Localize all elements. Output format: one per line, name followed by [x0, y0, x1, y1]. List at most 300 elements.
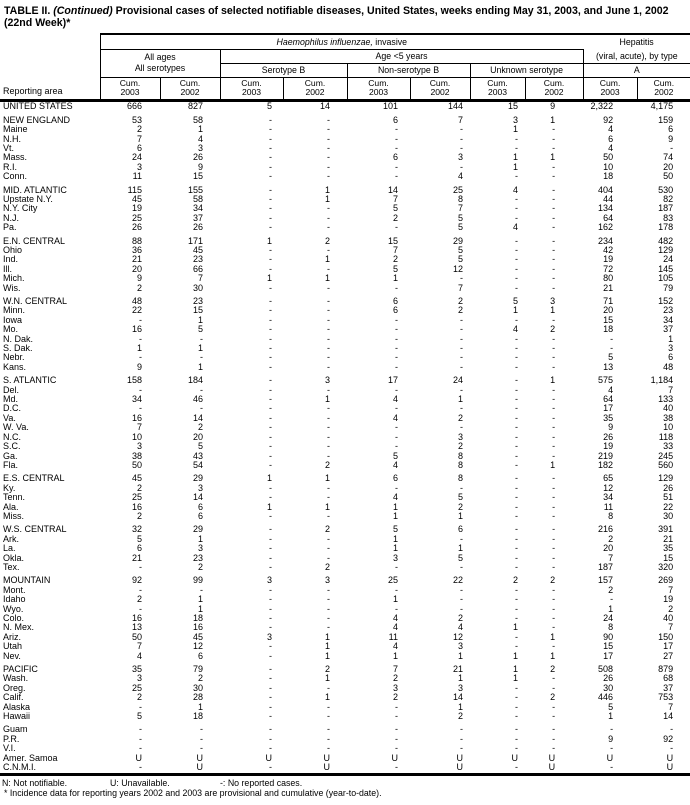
- serotype-b-header: Serotype B: [220, 63, 347, 77]
- data-cell: -: [552, 184, 556, 195]
- data-cell: -: [327, 701, 330, 712]
- data-cell: 45: [131, 473, 142, 484]
- data-cell: -: [515, 724, 518, 735]
- data-cell: 269: [658, 575, 674, 586]
- data-cell: 5: [457, 222, 463, 233]
- data-cell: 12: [452, 263, 463, 274]
- table-row: [0, 544, 690, 553]
- data-cell: 1: [197, 533, 203, 544]
- data-cell: 1: [324, 473, 330, 484]
- data-cell: 21: [603, 282, 614, 293]
- row-label: Pa.: [3, 222, 17, 233]
- data-cell: -: [515, 254, 518, 265]
- row-label: Maine: [3, 124, 28, 135]
- data-cell: 827: [187, 101, 203, 112]
- data-cell: 1: [266, 501, 272, 512]
- data-cell: 15: [192, 305, 203, 316]
- data-cell: -: [460, 124, 463, 135]
- row-label: D.C.: [3, 403, 21, 414]
- data-cell: 182: [598, 459, 614, 470]
- row-label: Tex.: [3, 561, 20, 572]
- data-cell: 5: [457, 492, 463, 503]
- data-cell: -: [139, 733, 142, 744]
- data-cell: -: [610, 743, 614, 754]
- data-cell: -: [515, 561, 518, 572]
- data-cell: 133: [658, 394, 674, 405]
- row-label: Mont.: [3, 584, 26, 595]
- row-label: R.I.: [3, 161, 18, 172]
- data-cell: 21: [131, 552, 142, 563]
- data-cell: 79: [663, 282, 674, 293]
- data-cell: -: [552, 613, 556, 623]
- table-row: [0, 284, 690, 293]
- data-cell: 3: [457, 152, 463, 163]
- data-cell: 12: [452, 631, 463, 642]
- cum-header-cell: Cum. 2003: [583, 77, 637, 101]
- data-cell: 9: [136, 273, 142, 284]
- data-cell: -: [269, 743, 272, 754]
- data-cell: -: [269, 733, 272, 744]
- data-cell: -: [269, 314, 272, 325]
- data-cell: 1: [324, 254, 330, 265]
- data-cell: 7: [457, 282, 463, 293]
- data-cell: 1: [324, 394, 330, 405]
- data-cell: 1: [136, 343, 142, 354]
- data-cell: -: [460, 314, 463, 325]
- data-cell: 4: [457, 622, 463, 633]
- data-cell: 26: [603, 431, 614, 442]
- data-cell: -: [139, 724, 142, 735]
- data-cell: -: [552, 524, 556, 535]
- table-row: [0, 712, 690, 721]
- data-cell: -: [395, 743, 398, 754]
- data-cell: 6: [392, 305, 398, 316]
- data-cell: -: [552, 314, 556, 325]
- data-cell: 17: [387, 375, 398, 386]
- data-cell: -: [327, 296, 330, 306]
- data-cell: -: [610, 762, 614, 773]
- data-cell: 7: [457, 203, 463, 214]
- data-cell: 90: [603, 631, 614, 642]
- data-cell: -: [552, 682, 556, 693]
- data-cell: 92: [663, 733, 674, 744]
- table-row: [0, 763, 690, 774]
- data-cell: -: [269, 431, 272, 442]
- data-cell: 105: [658, 273, 674, 284]
- data-cell: 6: [608, 133, 614, 144]
- data-cell: 80: [603, 273, 614, 284]
- data-cell: 6: [392, 114, 398, 125]
- data-cell: -: [460, 142, 463, 153]
- data-cell: -: [515, 552, 518, 563]
- data-cell: 1: [457, 701, 463, 712]
- data-cell: 5: [392, 524, 398, 535]
- data-cell: 7: [392, 664, 398, 675]
- data-cell: -: [269, 263, 272, 274]
- data-cell: 7: [136, 641, 142, 652]
- data-cell: -: [269, 422, 272, 433]
- data-cell: -: [515, 459, 518, 470]
- data-cell: -: [139, 743, 142, 754]
- table-row: [0, 595, 690, 604]
- data-cell: 71: [603, 296, 614, 306]
- cum-header-cell: Cum. 2002: [160, 77, 220, 101]
- data-cell: 482: [658, 235, 674, 246]
- data-cell: -: [327, 305, 330, 316]
- data-cell: 8: [457, 193, 463, 204]
- cum-header-cell: Cum. 2003: [347, 77, 410, 101]
- table-row: [0, 144, 690, 153]
- data-cell: -: [552, 361, 556, 372]
- data-cell: -: [395, 431, 398, 442]
- data-cell: -: [552, 124, 556, 135]
- data-cell: 6: [668, 124, 674, 135]
- data-cell: 1: [550, 650, 556, 661]
- data-cell: -: [269, 222, 272, 233]
- data-cell: 3: [266, 575, 272, 586]
- data-cell: 2: [550, 664, 556, 675]
- data-cell: -: [269, 324, 272, 335]
- data-cell: 1: [550, 114, 556, 125]
- hepatitis-header: Hepatitis: [583, 34, 690, 49]
- data-cell: 9: [136, 361, 142, 372]
- data-cell: -: [269, 352, 272, 363]
- data-cell: -: [269, 673, 272, 684]
- data-cell: -: [610, 333, 614, 344]
- data-cell: -: [552, 552, 556, 563]
- data-cell: 4: [392, 613, 398, 623]
- data-cell: 79: [192, 664, 203, 675]
- data-cell: -: [200, 724, 203, 735]
- data-cell: -: [269, 603, 272, 614]
- row-label: UNITED STATES: [3, 101, 73, 112]
- data-cell: -: [515, 422, 518, 433]
- row-label: N.C.: [3, 431, 21, 442]
- data-cell: 9: [608, 733, 614, 744]
- data-cell: 14: [319, 101, 330, 112]
- data-cell: 24: [663, 254, 674, 265]
- data-cell: 12: [603, 482, 614, 493]
- data-cell: 184: [187, 375, 203, 386]
- data-cell: 6: [136, 142, 142, 153]
- data-cell: -: [327, 114, 330, 125]
- data-cell: 1: [392, 533, 398, 544]
- row-label: W.S. CENTRAL: [3, 524, 67, 535]
- data-cell: 58: [192, 114, 203, 125]
- cum-header-cell: Cum. 2002: [410, 77, 470, 101]
- row-label: Mich.: [3, 273, 25, 284]
- data-cell: -: [515, 510, 518, 521]
- data-cell: 5: [197, 324, 203, 335]
- data-cell: -: [200, 333, 203, 344]
- data-cell: 4: [392, 394, 398, 405]
- table-row: [0, 605, 690, 614]
- data-cell: 29: [192, 524, 203, 535]
- row-label: Kans.: [3, 361, 27, 372]
- row-label: Nebr.: [3, 352, 25, 363]
- data-cell: 1: [392, 510, 398, 521]
- data-cell: 24: [603, 613, 614, 623]
- data-cell: 4: [392, 641, 398, 652]
- data-cell: 1: [324, 273, 330, 284]
- data-cell: -: [327, 171, 330, 182]
- hepatitis-type-a-header: A: [583, 63, 690, 77]
- data-cell: 82: [663, 193, 674, 204]
- data-cell: 25: [452, 184, 463, 195]
- row-label: P.R.: [3, 733, 20, 744]
- table-row: [0, 386, 690, 395]
- table-title-line2: (22nd Week)*: [4, 16, 71, 29]
- data-cell: -: [327, 314, 330, 325]
- data-cell: 38: [663, 412, 674, 423]
- data-cell: 50: [603, 152, 614, 163]
- data-cell: -: [552, 622, 556, 633]
- data-cell: 1: [550, 152, 556, 163]
- data-cell: -: [552, 743, 556, 754]
- data-cell: 5: [392, 203, 398, 214]
- data-cell: -: [327, 743, 330, 754]
- data-cell: 2: [136, 482, 142, 493]
- data-cell: 1: [324, 641, 330, 652]
- data-cell: -: [460, 594, 463, 605]
- table-row: [0, 535, 690, 544]
- table-row: [0, 101, 690, 112]
- data-cell: -: [552, 273, 556, 284]
- data-cell: -: [327, 142, 330, 153]
- data-cell: -: [460, 403, 463, 414]
- data-cell: -: [552, 343, 556, 354]
- table-row: [0, 274, 690, 283]
- data-cell: 5: [266, 101, 272, 112]
- data-cell: 30: [192, 682, 203, 693]
- data-cell: -: [515, 450, 518, 461]
- data-cell: -: [269, 333, 272, 344]
- data-cell: -: [327, 133, 330, 144]
- row-label: Mass.: [3, 152, 28, 163]
- data-cell: 17: [603, 403, 614, 414]
- data-cell: 50: [663, 171, 674, 182]
- row-label: Utah: [3, 641, 23, 652]
- data-cell: -: [395, 441, 398, 452]
- data-cell: 5: [457, 552, 463, 563]
- data-cell: 1: [392, 594, 398, 605]
- data-cell: 1: [197, 314, 203, 325]
- data-cell: -: [395, 161, 398, 172]
- data-cell: 1: [457, 510, 463, 521]
- data-cell: -: [269, 524, 272, 535]
- data-cell: -: [515, 142, 518, 153]
- table-row: [0, 554, 690, 563]
- data-cell: 3: [392, 682, 398, 693]
- cum-header-cell: Cum. 2003: [470, 77, 525, 101]
- data-cell: -: [515, 282, 518, 293]
- row-label: Tenn.: [3, 492, 26, 503]
- data-cell: -: [515, 375, 518, 386]
- table-row: [0, 684, 690, 693]
- data-cell: 3: [512, 114, 518, 125]
- data-cell: -: [515, 613, 518, 623]
- row-label: Nev.: [3, 650, 21, 661]
- data-cell: 2: [136, 594, 142, 605]
- data-cell: 4: [392, 622, 398, 633]
- data-cell: 51: [663, 492, 674, 503]
- data-cell: -: [515, 711, 518, 722]
- data-cell: 17: [603, 650, 614, 661]
- table-row: [0, 503, 690, 512]
- data-cell: -: [460, 343, 463, 354]
- data-cell: -: [139, 314, 142, 325]
- data-cell: 155: [187, 184, 203, 195]
- data-cell: 2: [392, 692, 398, 703]
- data-cell: 14: [192, 492, 203, 503]
- data-cell: -: [269, 711, 272, 722]
- data-cell: -: [395, 733, 398, 744]
- data-cell: 92: [603, 114, 614, 125]
- data-cell: -: [327, 333, 330, 344]
- data-cell: 3: [324, 575, 330, 586]
- data-cell: 7: [668, 622, 674, 633]
- row-label: Guam: [3, 724, 28, 735]
- data-cell: 3: [197, 482, 203, 493]
- row-label: Calif.: [3, 692, 24, 703]
- data-cell: 25: [131, 682, 142, 693]
- data-cell: 43: [192, 450, 203, 461]
- data-cell: U: [196, 752, 203, 763]
- data-cell: 88: [131, 235, 142, 246]
- data-cell: -: [327, 422, 330, 433]
- data-cell: 2: [197, 673, 203, 684]
- table-row: [0, 335, 690, 344]
- data-cell: -: [269, 184, 272, 195]
- table-row: [0, 493, 690, 502]
- data-cell: 3: [324, 375, 330, 386]
- data-cell: -: [327, 263, 330, 274]
- data-cell: -: [395, 482, 398, 493]
- data-cell: 9: [608, 422, 614, 433]
- table-row: [0, 735, 690, 744]
- data-cell: 1: [392, 650, 398, 661]
- row-label: PACIFIC: [3, 664, 38, 675]
- data-cell: -: [269, 124, 272, 135]
- row-label: Miss.: [3, 510, 24, 521]
- data-cell: 2: [392, 673, 398, 684]
- data-cell: 3: [457, 431, 463, 442]
- data-cell: 33: [663, 441, 674, 452]
- data-cell: 2: [457, 305, 463, 316]
- data-cell: 20: [663, 161, 674, 172]
- data-cell: -: [327, 124, 330, 135]
- data-cell: -: [395, 324, 398, 335]
- data-cell: -: [515, 431, 518, 442]
- data-cell: -: [395, 724, 398, 735]
- data-cell: -: [670, 724, 674, 735]
- data-cell: 2: [550, 324, 556, 335]
- data-cell: -: [460, 422, 463, 433]
- data-cell: 446: [598, 692, 614, 703]
- data-cell: 1: [512, 622, 518, 633]
- data-cell: 2: [136, 692, 142, 703]
- data-cell: 20: [603, 543, 614, 554]
- data-cell: U: [323, 762, 330, 773]
- data-cell: 7: [457, 114, 463, 125]
- data-cell: 7: [136, 422, 142, 433]
- table-row: [0, 414, 690, 423]
- data-cell: 42: [603, 244, 614, 255]
- data-cell: 5: [392, 263, 398, 274]
- data-cell: 8: [457, 450, 463, 461]
- data-cell: -: [395, 701, 398, 712]
- data-cell: 5: [136, 533, 142, 544]
- legend-no-cases: -: No reported cases.: [220, 777, 303, 788]
- data-cell: -: [460, 361, 463, 372]
- data-cell: 2: [457, 501, 463, 512]
- data-cell: U: [666, 752, 674, 763]
- data-cell: 4: [512, 324, 518, 335]
- data-cell: 5: [457, 244, 463, 255]
- data-cell: 2: [608, 584, 614, 595]
- data-cell: -: [395, 314, 398, 325]
- table-title-line1: [4, 6, 690, 18]
- data-cell: 4: [136, 650, 142, 661]
- data-cell: -: [327, 510, 330, 521]
- data-cell: U: [511, 752, 518, 763]
- data-cell: 404: [598, 184, 614, 195]
- row-label: Idaho: [3, 594, 26, 605]
- data-cell: -: [327, 161, 330, 172]
- data-cell: 1: [550, 459, 556, 470]
- data-cell: -: [395, 222, 398, 233]
- row-label: N.H.: [3, 133, 21, 144]
- data-cell: -: [139, 561, 142, 572]
- data-cell: 1: [512, 124, 518, 135]
- data-cell: -: [460, 333, 463, 344]
- table-row: [0, 512, 690, 521]
- data-cell: -: [269, 613, 272, 623]
- data-cell: -: [515, 361, 518, 372]
- data-cell: 159: [658, 114, 674, 125]
- table-row: [0, 525, 690, 534]
- data-cell: 2: [136, 124, 142, 135]
- table-row: [0, 316, 690, 325]
- cum-header-cell: Cum. 2003: [220, 77, 283, 101]
- table-row: [0, 754, 690, 763]
- data-cell: -: [515, 482, 518, 493]
- all-serotypes-label: All serotypes: [134, 63, 186, 74]
- data-cell: 45: [192, 631, 203, 642]
- data-cell: -: [552, 603, 556, 614]
- data-cell: 11: [132, 171, 142, 182]
- reporting-area-label: Reporting area: [3, 86, 63, 97]
- data-cell: -: [327, 711, 330, 722]
- legend-not-notifiable: N: Not notifiable.: [2, 777, 68, 788]
- data-cell: -: [552, 254, 556, 265]
- table-row: [0, 563, 690, 572]
- data-cell: -: [269, 450, 272, 461]
- data-cell: -: [552, 422, 556, 433]
- data-cell: 8: [608, 622, 614, 633]
- row-label: W.N. CENTRAL: [3, 296, 68, 306]
- data-cell: -: [395, 352, 398, 363]
- data-cell: 36: [131, 244, 142, 255]
- data-cell: 48: [663, 361, 674, 372]
- data-cell: 6: [197, 510, 203, 521]
- data-cell: 9: [550, 101, 556, 112]
- data-cell: -: [395, 762, 398, 773]
- data-cell: -: [395, 584, 398, 595]
- row-label: Md.: [3, 394, 19, 405]
- data-cell: 6: [392, 296, 398, 306]
- data-cell: 3: [197, 543, 203, 554]
